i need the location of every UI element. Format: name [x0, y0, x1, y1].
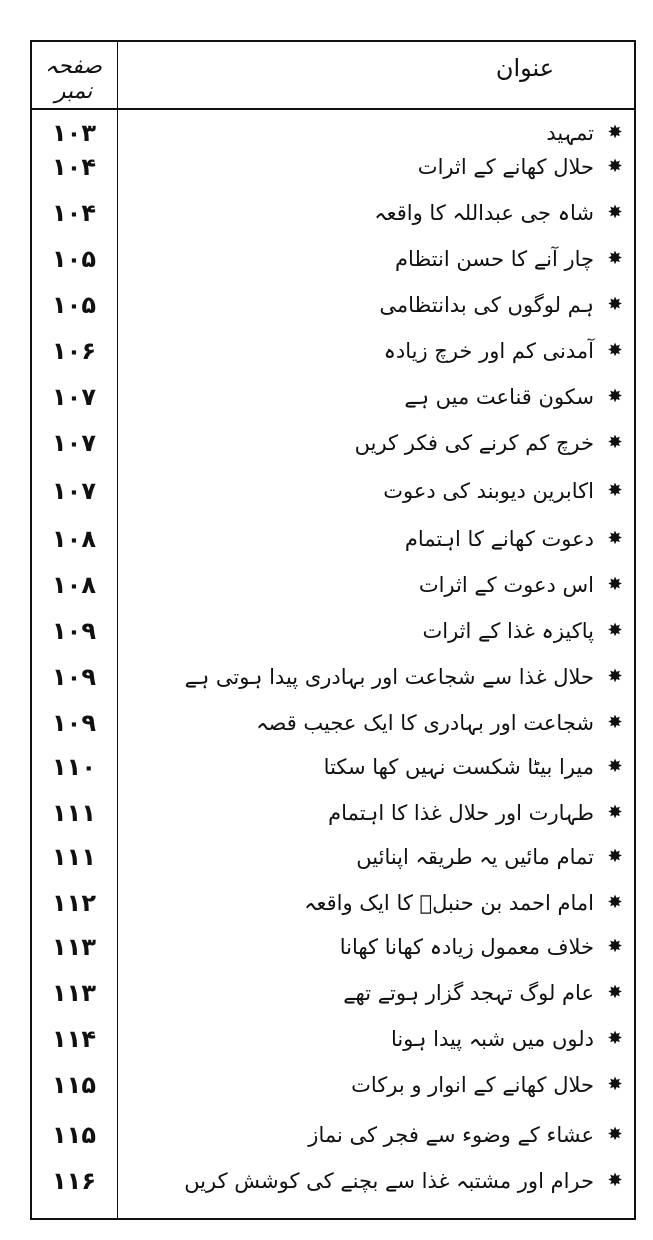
page-number: ۱۰۳	[52, 119, 96, 147]
bullet-icon: ✸	[607, 528, 623, 549]
toc-row	[30, 840, 636, 874]
toc-entry-title: حلال کھانے کے انوار و برکات	[351, 1073, 594, 1097]
page-number: ۱۱۶	[52, 1167, 96, 1195]
toc-entry-title: میرا بیٹا شکست نہیں کھا سکتا	[323, 755, 594, 779]
page-number: ۱۰۵	[52, 291, 96, 319]
bullet-icon: ✸	[607, 1074, 623, 1095]
bullet-icon: ✸	[607, 666, 623, 687]
toc-row	[30, 568, 636, 602]
bullet-icon: ✸	[607, 756, 623, 777]
toc-row	[30, 242, 636, 276]
page-number: ۱۱۳	[52, 979, 96, 1007]
toc-row	[30, 750, 636, 784]
toc-row	[30, 614, 636, 648]
toc-entry-title: خلاف معمول زیادہ کھانا کھانا	[339, 935, 594, 959]
bullet-icon: ✸	[607, 480, 623, 501]
toc-entry-title: دلوں میں شبہ پیدا ہونا	[391, 1027, 594, 1051]
bullet-icon: ✸	[607, 340, 623, 361]
page-number: ۱۰۷	[52, 477, 96, 505]
page-number: ۱۰۷	[52, 429, 96, 457]
page-number: ۱۰۴	[52, 153, 96, 181]
toc-row	[30, 150, 636, 184]
bullet-icon: ✸	[607, 432, 623, 453]
toc-entry-title: تمہید	[546, 121, 594, 145]
bullet-icon: ✸	[607, 936, 623, 957]
toc-entry-title: امام احمد بن حنبلؒ کا ایک واقعہ	[304, 891, 594, 915]
bullet-icon: ✸	[607, 846, 623, 867]
toc-entry-title: خرچ کم کرنے کی فکر کریں	[354, 431, 594, 455]
bullet-icon: ✸	[607, 574, 623, 595]
page-number: ۱۰۵	[52, 245, 96, 273]
page-number: ۱۱۵	[52, 1071, 96, 1099]
bullet-icon: ✸	[607, 1124, 623, 1145]
toc-entry-title: اس دعوت کے اثرات	[418, 573, 594, 597]
bullet-icon: ✸	[607, 712, 623, 733]
toc-row	[30, 1118, 636, 1152]
toc-entry-title: طہارت اور حلال غذا کا اہتمام	[328, 801, 594, 825]
toc-row	[30, 522, 636, 556]
toc-entry-title: حلال غذا سے شجاعت اور بہادری پیدا ہوتی ہے	[184, 665, 594, 689]
toc-row	[30, 1022, 636, 1056]
bullet-icon: ✸	[607, 802, 623, 823]
toc-entry-title: تمام مائیں یہ طریقہ اپنائیں	[356, 845, 594, 869]
page-number: ۱۰۸	[52, 571, 96, 599]
toc-row	[30, 706, 636, 740]
toc-entry-title: عام لوگ تہجد گزار ہوتے تھے	[343, 981, 594, 1005]
toc-row	[30, 334, 636, 368]
toc-entry-title: آمدنی کم اور خرچ زیادہ	[383, 339, 594, 363]
toc-row	[30, 886, 636, 920]
toc-entry-title: حرام اور مشتبہ غذا سے بچنے کی کوشش کریں	[184, 1169, 594, 1193]
toc-entry-title: چار آنے کا حسن انتظام	[395, 247, 594, 271]
toc-entry-title: عشاء کے وضوء سے فجر کی نماز	[308, 1123, 594, 1147]
toc-row	[30, 116, 636, 150]
page-number: ۱۱۳	[52, 933, 96, 961]
toc-row	[30, 380, 636, 414]
bullet-icon: ✸	[607, 982, 623, 1003]
header-divider	[30, 108, 636, 110]
page-number: ۱۱۴	[52, 1025, 96, 1053]
title-header: عنوان	[495, 54, 555, 82]
toc-row	[30, 1068, 636, 1102]
page-number: ۱۰۷	[52, 383, 96, 411]
bullet-icon: ✸	[607, 892, 623, 913]
toc-entry-title: شجاعت اور بہادری کا ایک عجیب قصہ	[256, 711, 594, 735]
page-number: ۱۰۹	[52, 617, 96, 645]
page-number: ۱۱۰	[52, 753, 96, 781]
toc-entry-title: شاہ جی عبداللہ کا واقعہ	[374, 201, 594, 225]
toc-row	[30, 1164, 636, 1198]
page-number-header: صفحہ نمبر	[45, 54, 102, 104]
bullet-icon: ✸	[607, 1170, 623, 1191]
page-number: ۱۱۱	[52, 843, 96, 871]
bullet-icon: ✸	[607, 122, 623, 143]
toc-entry-title: دعوت کھانے کا اہتمام	[404, 527, 594, 551]
toc-row	[30, 426, 636, 460]
page-number: ۱۰۹	[52, 663, 96, 691]
toc-row	[30, 796, 636, 830]
toc-entry-title: سکون قناعت میں ہے	[404, 385, 594, 409]
bullet-icon: ✸	[607, 202, 623, 223]
toc-entry-title: حلال کھانے کے اثرات	[417, 155, 594, 179]
bullet-icon: ✸	[607, 156, 623, 177]
bullet-icon: ✸	[607, 248, 623, 269]
page-number: ۱۰۶	[52, 337, 96, 365]
toc-row	[30, 474, 636, 508]
toc-row	[30, 660, 636, 694]
toc-entry-title: اکابرین دیوبند کی دعوت	[383, 479, 594, 503]
page-number: ۱۰۴	[52, 199, 96, 227]
page-number: ۱۰۸	[52, 525, 96, 553]
page-number: ۱۰۹	[52, 709, 96, 737]
bullet-icon: ✸	[607, 1028, 623, 1049]
bullet-icon: ✸	[607, 386, 623, 407]
toc-entry-title: پاکیزہ غذا کے اثرات	[422, 619, 594, 643]
page-number: ۱۱۱	[52, 799, 96, 827]
toc-row	[30, 196, 636, 230]
toc-row	[30, 976, 636, 1010]
page-number: ۱۱۵	[52, 1121, 96, 1149]
page-number: ۱۱۲	[52, 889, 96, 917]
bullet-icon: ✸	[607, 294, 623, 315]
bullet-icon: ✸	[607, 620, 623, 641]
toc-row	[30, 288, 636, 322]
toc-entry-title: ہم لوگوں کی بدانتظامی	[379, 293, 594, 317]
toc-row	[30, 930, 636, 964]
